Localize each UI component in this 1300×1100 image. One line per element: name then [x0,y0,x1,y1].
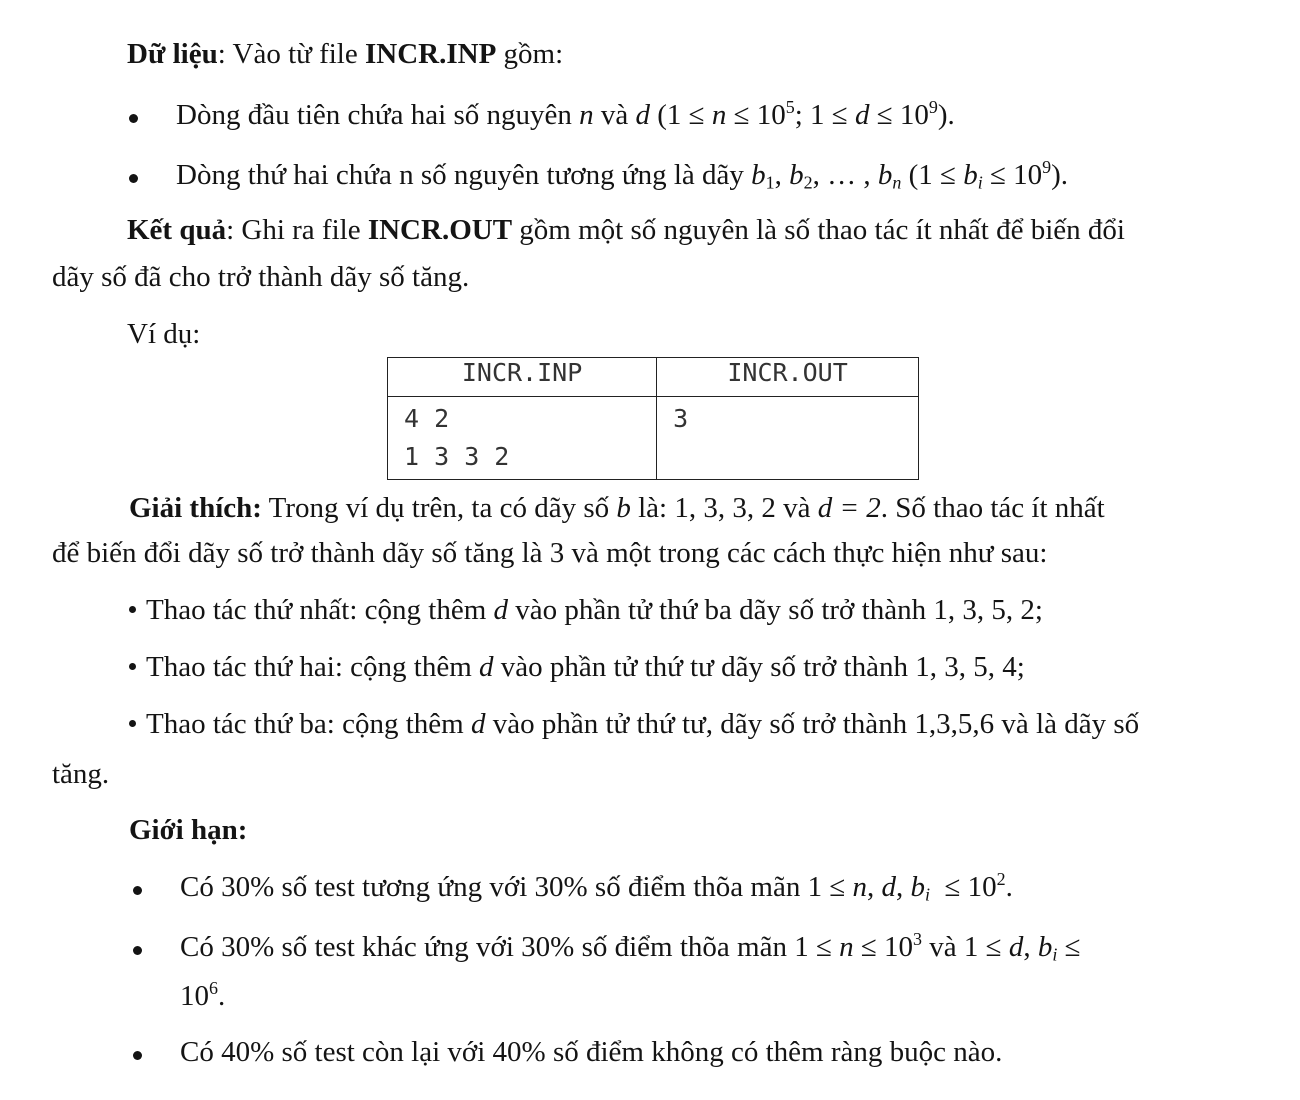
limit-2: Có 30% số test khác ứng với 30% số điểm thõa mãn $1 \le n \le 10^3$ và 1 ≤ d, $b_i$ ≤ [180,928,1081,965]
input-line-2: 1 3 3 2 [404,442,510,471]
table-cell-input [388,397,657,480]
bullet-icon [129,663,136,670]
input-bullet-1: Dòng đầu tiên chứa hai số nguyên n và d ($1 \le n \le 10^5$; $1 \le d \le 10^9$). [176,96,955,131]
input-line-1: 4 2 [404,404,450,433]
table-header-input: INCR.INP [388,358,657,397]
explanation-line-1: Giải thích: Trong ví dụ trên, ta có dãy số b là: 1, 3, 3, 2 và d = 2. Số thao tác ít nhất [129,492,1105,524]
input-label: Dữ liệu [127,38,218,70]
input-bullet-2: Dòng thứ hai chứa n số nguyên tương ứng là dãy $b_1$, $b_2$, … , $b_n$ $(1 \le b_i \le 10^9)$. [176,156,1069,193]
explanation-line-2: để biến đổi dãy số trở thành dãy số tăng là 3 và một trong các cách thực hiện như sau: [52,537,1048,569]
bullet-icon [133,946,142,955]
example-label: Ví dụ: [127,318,201,350]
limit-1-math: 1 ≤ n, d, $b_i \le 10^2$. [807,868,1013,905]
output-filename: INCR.OUT [367,214,513,246]
step-1: Thao tác thứ nhất: cộng thêm d vào phần tử thứ ba dãy số trở thành 1, 3, 5, 2; [129,596,1043,625]
table-header-output: INCR.OUT [657,358,919,397]
limit-1: Có 30% số test tương ứng với 30% số điểm thõa mãn 1 ≤ n, d, $b_i \le 10^2$. [180,868,1013,905]
output-label: Kết quả [127,214,227,246]
bullet-icon [129,606,136,613]
input-heading: Dữ liệu: Vào từ file INCR.INP gồm: [127,38,564,70]
explanation-label: Giải thích: [129,492,262,524]
input-filename: INCR.INP [364,38,497,70]
bullet-icon [129,114,138,123]
limit-2-math: $1 \le n \le 10^3$ và 1 ≤ d, $b_i$ ≤ [794,928,1081,965]
bullet-icon [129,720,136,727]
limits-label: Giới hạn: [129,814,248,846]
step-3: Thao tác thứ ba: cộng thêm d vào phần tử thứ tư, dãy số trở thành 1,3,5,6 và là dãy số [129,710,1139,739]
step-2: Thao tác thứ hai: cộng thêm d vào phần tử thứ tư dãy số trở thành 1, 3, 5, 4; [129,653,1025,682]
output-line: 3 [673,404,689,433]
output-heading: Kết quả: Ghi ra file INCR.OUT gồm một số nguyên là số thao tác ít nhất để biến đổi [127,214,1125,246]
table-cell-output [657,397,919,480]
input-bullet-1-math: n và d ($1 \le n \le 10^5$; $1 \le d \le 10^9$). [579,96,955,131]
limit-2-wrap: $10^6$. [180,977,226,1012]
example-table [387,357,919,480]
step-3-wrap: tăng. [52,758,110,790]
limit-3: Có 40% số test còn lại với 40% số điểm không có thêm ràng buộc nào. [180,1036,1003,1068]
bullet-icon [129,174,138,183]
output-line-2: dãy số đã cho trở thành dãy số tăng. [52,261,470,293]
bullet-icon [133,886,142,895]
bullet-icon [133,1051,142,1060]
input-bullet-2-math: $b_1$, $b_2$, … , $b_n$ $(1 \le b_i \le 10^9)$. [751,156,1069,193]
